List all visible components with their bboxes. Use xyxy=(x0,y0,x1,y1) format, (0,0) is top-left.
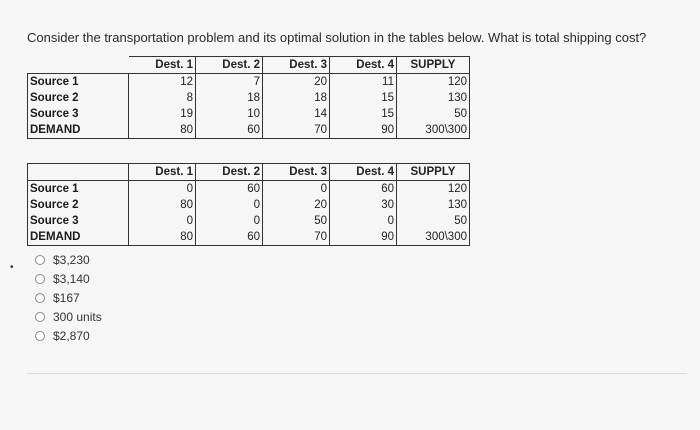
option-167[interactable] xyxy=(35,288,102,307)
header-dest-2: Dest. 2 xyxy=(196,57,263,74)
table-cell: 130 xyxy=(397,90,470,106)
radio-icon[interactable] xyxy=(35,331,45,341)
option-label: $3,230 xyxy=(53,252,90,267)
radio-icon[interactable] xyxy=(35,274,45,284)
table-cell: 50 xyxy=(397,213,470,229)
row-label: Source 3 xyxy=(28,106,129,122)
table-cell: 30 xyxy=(330,197,397,213)
table-cell: 19 xyxy=(129,106,196,122)
table-cell: 50 xyxy=(263,213,330,229)
header-dest-4: Dest. 4 xyxy=(330,57,397,74)
row-label: Source 3 xyxy=(28,213,129,229)
bullet-marker: • xyxy=(10,262,14,273)
table-cell: 70 xyxy=(263,229,330,246)
header-dest-2: Dest. 2 xyxy=(196,164,263,181)
row-label: Source 1 xyxy=(28,74,129,91)
table-cell: 60 xyxy=(196,181,263,198)
table-cell: 80 xyxy=(129,197,196,213)
cost-table xyxy=(27,56,470,139)
option-2870[interactable] xyxy=(35,326,102,345)
table-cell: 0 xyxy=(129,181,196,198)
option-label: $3,140 xyxy=(53,271,90,286)
row-label: Source 2 xyxy=(28,90,129,106)
table-cell: 0 xyxy=(129,213,196,229)
table-cell: 80 xyxy=(129,122,196,139)
table-cell: 120 xyxy=(397,181,470,198)
table-cell: 300\300 xyxy=(397,229,470,246)
header-dest-3: Dest. 3 xyxy=(263,164,330,181)
table-cell: 14 xyxy=(263,106,330,122)
table-cell: 0 xyxy=(263,181,330,198)
table-cell: 20 xyxy=(263,74,330,91)
table-cell: 90 xyxy=(330,229,397,246)
radio-icon[interactable] xyxy=(35,255,45,265)
table-cell: 300\300 xyxy=(397,122,470,139)
row-label: Source 1 xyxy=(28,181,129,198)
table-cell: 10 xyxy=(196,106,263,122)
table-cell: 130 xyxy=(397,197,470,213)
table-cell: 0 xyxy=(196,197,263,213)
table-cell: 60 xyxy=(330,181,397,198)
table-cell: 20 xyxy=(263,197,330,213)
option-300-units[interactable] xyxy=(35,307,102,326)
header-dest-4: Dest. 4 xyxy=(330,164,397,181)
table-cell: 120 xyxy=(397,74,470,91)
question-text: Consider the transportation problem and its optimal solution in the tables below. What is total shipping cost? xyxy=(27,30,647,45)
corner-blank xyxy=(28,164,129,181)
table-cell: 50 xyxy=(397,106,470,122)
table-cell: 11 xyxy=(330,74,397,91)
option-3230[interactable] xyxy=(35,250,102,269)
table-cell: 15 xyxy=(330,90,397,106)
option-label: $2,870 xyxy=(53,328,90,343)
radio-icon[interactable] xyxy=(35,293,45,303)
table-cell: 90 xyxy=(330,122,397,139)
row-label: Source 2 xyxy=(28,197,129,213)
divider xyxy=(27,373,687,374)
row-label: DEMAND xyxy=(28,229,129,246)
header-dest-3: Dest. 3 xyxy=(263,57,330,74)
table-cell: 60 xyxy=(196,229,263,246)
table-cell: 0 xyxy=(330,213,397,229)
table-cell: 7 xyxy=(196,74,263,91)
option-label: 300 units xyxy=(53,309,102,324)
header-supply: SUPPLY xyxy=(397,57,470,74)
row-label: DEMAND xyxy=(28,122,129,139)
header-dest-1: Dest. 1 xyxy=(129,57,196,74)
table-cell: 18 xyxy=(263,90,330,106)
table-cell: 60 xyxy=(196,122,263,139)
table-cell: 12 xyxy=(129,74,196,91)
header-supply: SUPPLY xyxy=(397,164,470,181)
table-cell: 18 xyxy=(196,90,263,106)
corner-blank xyxy=(28,57,129,74)
table-cell: 15 xyxy=(330,106,397,122)
answer-options xyxy=(35,250,102,345)
table-cell: 80 xyxy=(129,229,196,246)
table-cell: 0 xyxy=(196,213,263,229)
radio-icon[interactable] xyxy=(35,312,45,322)
table-cell: 70 xyxy=(263,122,330,139)
table-cell: 8 xyxy=(129,90,196,106)
header-dest-1: Dest. 1 xyxy=(129,164,196,181)
solution-table xyxy=(27,163,470,246)
option-label: $167 xyxy=(53,290,80,305)
option-3140[interactable] xyxy=(35,269,102,288)
